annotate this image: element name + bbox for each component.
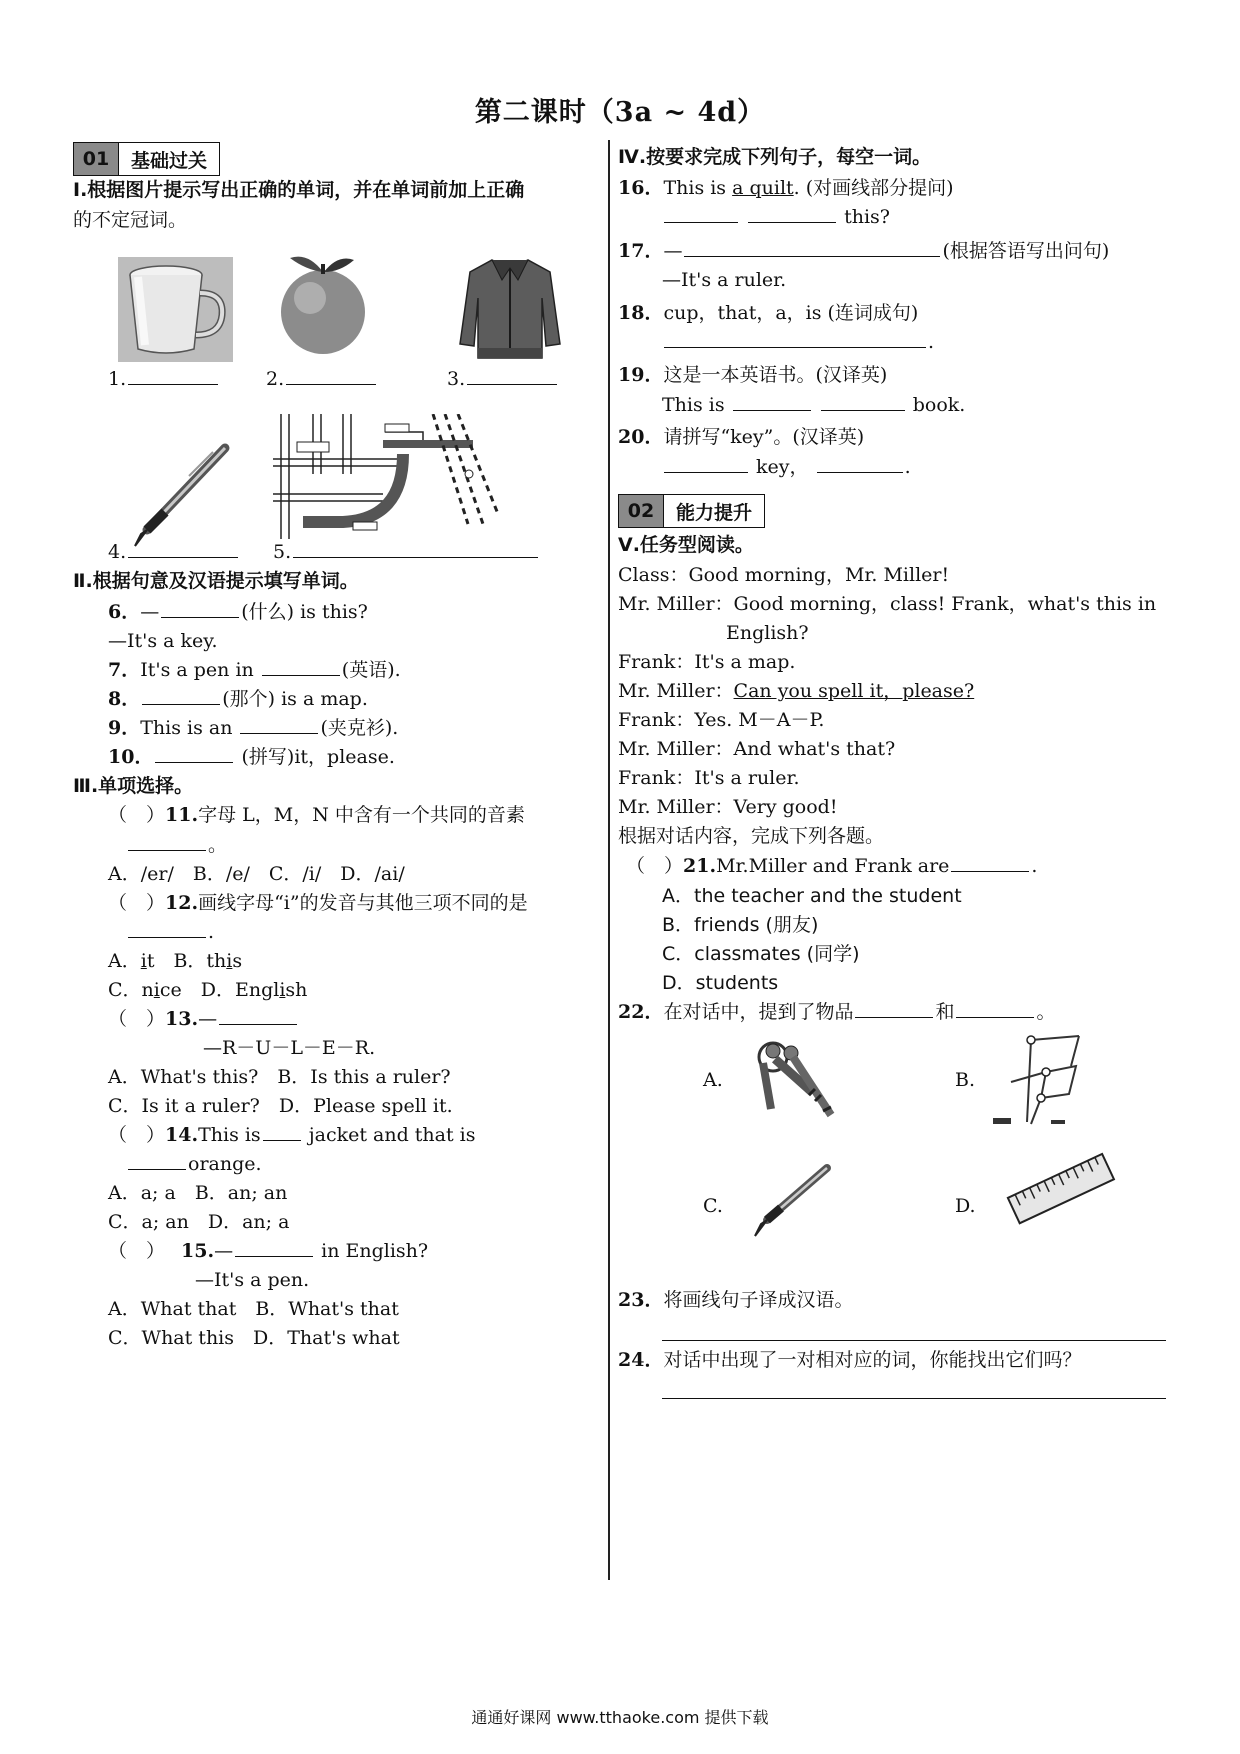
blank-2-num: 2. bbox=[266, 368, 285, 390]
q14-paren[interactable]: （ ） bbox=[108, 1124, 166, 1146]
section-badge-advanced bbox=[618, 494, 765, 528]
q9-text-b: (夹克衫). bbox=[320, 717, 399, 739]
blank-3-num: 3. bbox=[447, 368, 466, 390]
q15-text-b: in English? bbox=[315, 1240, 429, 1262]
q16-blank-1[interactable] bbox=[664, 204, 738, 223]
q13-options-1: A．What's this? B．Is this a ruler? bbox=[108, 1066, 451, 1088]
pen-image bbox=[125, 442, 235, 552]
q11-options: A．/er/ B．/e/ C．/i/ D．/ai/ bbox=[108, 863, 405, 885]
q12-end: . bbox=[208, 921, 215, 943]
q21-option-d: D．students bbox=[662, 972, 779, 994]
blank-3-line[interactable] bbox=[467, 366, 557, 385]
q16-blank-2[interactable] bbox=[748, 204, 836, 223]
q9-number: 9． bbox=[108, 717, 141, 739]
q21-option-b: B．friends (朋友) bbox=[662, 914, 819, 936]
q12-opt-b-underlined: i bbox=[226, 950, 233, 972]
q6-blank[interactable] bbox=[161, 599, 239, 618]
dialog-line-8: Mr. Miller：Very good! bbox=[618, 796, 838, 818]
dialog-line-5: Frank：Yes. M－A－P. bbox=[618, 709, 825, 731]
question-6 bbox=[108, 597, 368, 627]
q12-opt-b-suffix: s bbox=[232, 950, 243, 972]
q15-paren[interactable]: （ ） bbox=[108, 1240, 166, 1262]
q15-blank[interactable] bbox=[235, 1238, 313, 1257]
part-ii-heading: Ⅱ.根据句意及汉语提示填写单词。 bbox=[73, 570, 359, 592]
pen-option-image bbox=[743, 1162, 833, 1242]
q14-end: orange. bbox=[188, 1153, 262, 1175]
q11-blank[interactable] bbox=[128, 832, 206, 851]
q22-option-d-label: D. bbox=[955, 1195, 976, 1217]
keys-image bbox=[743, 1037, 838, 1127]
q18-end: . bbox=[928, 331, 935, 353]
map-option-image bbox=[991, 1032, 1091, 1130]
q6-answer: —It's a key. bbox=[108, 630, 218, 652]
section-number: 02 bbox=[619, 495, 664, 527]
q13-text: — bbox=[198, 1008, 218, 1030]
q10-text-b: (拼写)it，please. bbox=[235, 746, 395, 768]
question-24 bbox=[618, 1345, 1081, 1375]
q12-paren[interactable]: （ ） bbox=[108, 892, 166, 914]
q17-text-a: — bbox=[663, 240, 683, 262]
q16-underlined: a quilt bbox=[732, 177, 794, 199]
q19-text-c: book. bbox=[906, 394, 966, 416]
question-13 bbox=[108, 1004, 299, 1034]
q22-option-c-label: C. bbox=[703, 1195, 723, 1217]
part-i-heading-1: Ⅰ.根据图片提示写出正确的单词，并在单词前加上正确 bbox=[73, 179, 525, 201]
page-title: 第二课时（3a ~ 4d） bbox=[474, 97, 766, 128]
q19-line2 bbox=[662, 390, 965, 420]
q15-answer: —It's a pen. bbox=[195, 1269, 310, 1291]
dialog-line-2b: English? bbox=[726, 622, 809, 644]
blank-3 bbox=[447, 364, 559, 394]
dialog-line-2: Mr. Miller：Good morning，class! Frank，what's this in bbox=[618, 593, 1157, 615]
dialog-line-7: Frank：It's a ruler. bbox=[618, 767, 800, 789]
q22-option-b-label: B. bbox=[955, 1069, 976, 1091]
q22-blank-1[interactable] bbox=[855, 999, 933, 1018]
question-19 bbox=[618, 360, 887, 390]
q11-text: 字母 L，M，N 中含有一个共同的音素 bbox=[198, 804, 525, 826]
q10-number: 10． bbox=[108, 746, 154, 768]
dialog-line-3: Frank：It's a map. bbox=[618, 651, 796, 673]
q12-opt-a-underlined: i bbox=[140, 950, 147, 972]
q11-end: 。 bbox=[208, 834, 228, 856]
cup-image bbox=[118, 257, 233, 362]
blank-1-line[interactable] bbox=[128, 366, 218, 385]
q21-number: 21. bbox=[683, 855, 717, 877]
dialog-speaker: Mr. Miller： bbox=[618, 680, 734, 702]
q11-paren[interactable]: （ ） bbox=[108, 804, 166, 826]
q16-text-b: . (对画线部分提问) bbox=[793, 177, 954, 199]
q12-options-2 bbox=[108, 975, 307, 1005]
blank-5-line[interactable] bbox=[293, 539, 538, 558]
q6-text-b: (什么) is this? bbox=[241, 601, 368, 623]
orange-image bbox=[268, 250, 378, 360]
q20-text-b: key， bbox=[750, 456, 809, 478]
blank-4-line[interactable] bbox=[128, 539, 238, 558]
question-7 bbox=[108, 655, 401, 685]
q12-opt-a-prefix: A． bbox=[108, 950, 141, 972]
part-iii-heading: Ⅲ.单项选择。 bbox=[73, 775, 194, 797]
q12-opt-d-suffix: sh bbox=[285, 979, 308, 1001]
q13-options-2: C．Is it a ruler? D．Please spell it. bbox=[108, 1095, 453, 1117]
q21-option-a: A．the teacher and the student bbox=[662, 885, 962, 907]
q14-blank-2[interactable] bbox=[128, 1151, 186, 1170]
map-image bbox=[273, 414, 513, 539]
q14-text: This is bbox=[198, 1124, 261, 1146]
q6-number: 6． bbox=[108, 601, 141, 623]
dialog-line-1: Class：Good morning，Mr. Miller! bbox=[618, 564, 950, 586]
q21-option-c: C．classmates (同学) bbox=[662, 943, 860, 965]
question-17 bbox=[618, 236, 1109, 266]
q15-number: 15. bbox=[181, 1240, 215, 1262]
q14-blank-1[interactable] bbox=[263, 1122, 301, 1141]
q22-text-a: 在对话中，提到了物品 bbox=[663, 1001, 854, 1023]
q15-options-1: A．What that B．What's that bbox=[108, 1298, 399, 1320]
question-12 bbox=[108, 888, 528, 918]
question-15 bbox=[108, 1236, 428, 1266]
q20-line2 bbox=[662, 452, 911, 482]
q11-number: 11. bbox=[165, 804, 199, 826]
q8-number: 8． bbox=[108, 688, 141, 710]
q15-options-2: C．What this D．That's what bbox=[108, 1327, 400, 1349]
q18-number: 18． bbox=[618, 302, 664, 324]
q20-text: 请拼写“key”。(汉译英) bbox=[663, 426, 865, 448]
q15-text: — bbox=[214, 1240, 234, 1262]
column-divider bbox=[608, 140, 610, 1580]
q24-answer-line[interactable] bbox=[662, 1398, 1166, 1399]
question-11 bbox=[108, 800, 525, 830]
q23-number: 23． bbox=[618, 1289, 664, 1311]
section-badge-basic bbox=[73, 142, 220, 176]
q7-text-b: (英语). bbox=[341, 659, 401, 681]
q22-text-c: 。 bbox=[1036, 1001, 1056, 1023]
footer-credit: 通通好课网 www.tthaoke.com 提供下载 bbox=[471, 1708, 769, 1727]
q16-text-a: This is bbox=[663, 177, 733, 199]
q12-blank[interactable] bbox=[128, 919, 206, 938]
section-label: 能力提升 bbox=[664, 495, 764, 527]
q11-line2 bbox=[126, 830, 227, 860]
jacket-image bbox=[458, 254, 563, 362]
q22-text-b: 和 bbox=[935, 1001, 955, 1023]
q13-answer: —R－U－L－E－R. bbox=[203, 1037, 376, 1059]
section-number: 01 bbox=[74, 143, 119, 175]
blank-2-line[interactable] bbox=[286, 366, 376, 385]
q7-blank[interactable] bbox=[262, 657, 340, 676]
q12-text: 画线字母“i”的发音与其他三项不同的是 bbox=[198, 892, 528, 914]
question-18 bbox=[618, 298, 918, 328]
q24-text: 对话中出现了一对相对应的词，你能找出它们吗？ bbox=[663, 1349, 1082, 1371]
blank-5-num: 5. bbox=[273, 541, 292, 563]
q12-opt-d-prefix: ce D．Engl bbox=[159, 979, 280, 1001]
q14-line2 bbox=[126, 1149, 262, 1179]
q19-blank-2[interactable] bbox=[821, 392, 905, 411]
q14-options-1: A．a; a B．an; an bbox=[108, 1182, 288, 1204]
q23-answer-line[interactable] bbox=[662, 1340, 1166, 1341]
question-23 bbox=[618, 1285, 853, 1315]
q12-options-1 bbox=[108, 946, 242, 976]
q9-blank[interactable] bbox=[240, 715, 318, 734]
question-22 bbox=[618, 997, 1056, 1027]
q19-text: 这是一本英语书。(汉译英) bbox=[663, 364, 888, 386]
q20-number: 20． bbox=[618, 426, 664, 448]
q9-text-a: This is an bbox=[140, 717, 239, 739]
q8-blank[interactable] bbox=[142, 686, 220, 705]
q22-option-a-label: A. bbox=[703, 1069, 723, 1091]
part-v-instruction: 根据对话内容，完成下列各题。 bbox=[618, 825, 885, 847]
q21-blank[interactable] bbox=[951, 853, 1029, 872]
q19-blank-1[interactable] bbox=[733, 392, 811, 411]
q16-line2 bbox=[662, 202, 890, 232]
question-8 bbox=[108, 684, 368, 714]
q6-text-a: — bbox=[140, 601, 160, 623]
q20-blank-1[interactable] bbox=[664, 454, 748, 473]
q20-text-c: . bbox=[904, 456, 911, 478]
blank-2 bbox=[266, 364, 378, 394]
q24-number: 24． bbox=[618, 1349, 664, 1371]
blank-1-num: 1. bbox=[108, 368, 127, 390]
question-21: （ ）21.Mr.Miller and Frank are . bbox=[626, 855, 1038, 877]
q12-opt-d-underlined: i bbox=[279, 979, 286, 1001]
q17-number: 17． bbox=[618, 240, 664, 262]
dialog-underlined-sentence: Can you spell it，please? bbox=[733, 680, 975, 702]
q8-text-b: (那个) is a map. bbox=[222, 688, 368, 710]
question-16 bbox=[618, 173, 954, 203]
section-label: 基础过关 bbox=[119, 143, 219, 175]
q19-text-b: This is bbox=[662, 394, 731, 416]
q16-number: 16． bbox=[618, 177, 664, 199]
q16-text-c: this? bbox=[838, 206, 890, 228]
q18-line2 bbox=[662, 327, 934, 357]
blank-5 bbox=[273, 537, 540, 567]
q13-blank[interactable] bbox=[219, 1006, 297, 1025]
q22-number: 22． bbox=[618, 1001, 664, 1023]
ruler-image bbox=[1003, 1147, 1118, 1232]
q12-opt-c-prefix: C．n bbox=[108, 979, 154, 1001]
question-10 bbox=[108, 742, 395, 772]
q17-text-b: (根据答语写出问句) bbox=[942, 240, 1110, 262]
q14-text-mid: jacket and that is bbox=[302, 1124, 476, 1146]
blank-4-num: 4. bbox=[108, 541, 127, 563]
q13-paren[interactable]: （ ） bbox=[108, 1008, 166, 1030]
q13-number: 13. bbox=[165, 1008, 199, 1030]
q12-opt-c-underlined: i bbox=[153, 979, 160, 1001]
part-i-heading-2: 的不定冠词。 bbox=[73, 209, 188, 231]
question-9 bbox=[108, 713, 398, 743]
q12-opt-b-prefix: t B．th bbox=[146, 950, 227, 972]
question-14 bbox=[108, 1120, 476, 1150]
question-20 bbox=[618, 422, 864, 452]
q21-text: Mr.Miller and Frank are bbox=[716, 855, 950, 877]
q14-number: 14. bbox=[165, 1124, 199, 1146]
q7-text-a: It's a pen in bbox=[140, 659, 260, 681]
q18-blank[interactable] bbox=[664, 329, 926, 348]
q23-text: 将画线句子译成汉语。 bbox=[663, 1289, 854, 1311]
q19-number: 19． bbox=[618, 364, 664, 386]
blank-4 bbox=[108, 537, 240, 567]
q10-blank[interactable] bbox=[155, 744, 233, 763]
part-v-heading: Ⅴ.任务型阅读。 bbox=[618, 534, 754, 556]
blank-1 bbox=[108, 364, 220, 394]
q14-options-2: C．a; an D．an; a bbox=[108, 1211, 290, 1233]
dialog-line-6: Mr. Miller：And what's that? bbox=[618, 738, 896, 760]
q7-number: 7． bbox=[108, 659, 141, 681]
q21-paren[interactable]: （ ） bbox=[626, 855, 684, 877]
q22-blank-2[interactable] bbox=[956, 999, 1034, 1018]
q20-blank-2[interactable] bbox=[817, 454, 903, 473]
q12-number: 12. bbox=[165, 892, 199, 914]
dialog-line-4 bbox=[618, 676, 974, 706]
q18-text: cup，that，a，is (连词成句) bbox=[663, 302, 919, 324]
part-iv-heading: Ⅳ.按要求完成下列句子，每空一词。 bbox=[618, 146, 932, 168]
q17-answer: —It's a ruler. bbox=[662, 269, 787, 291]
q17-blank[interactable] bbox=[684, 238, 940, 257]
q12-line2 bbox=[126, 917, 214, 947]
